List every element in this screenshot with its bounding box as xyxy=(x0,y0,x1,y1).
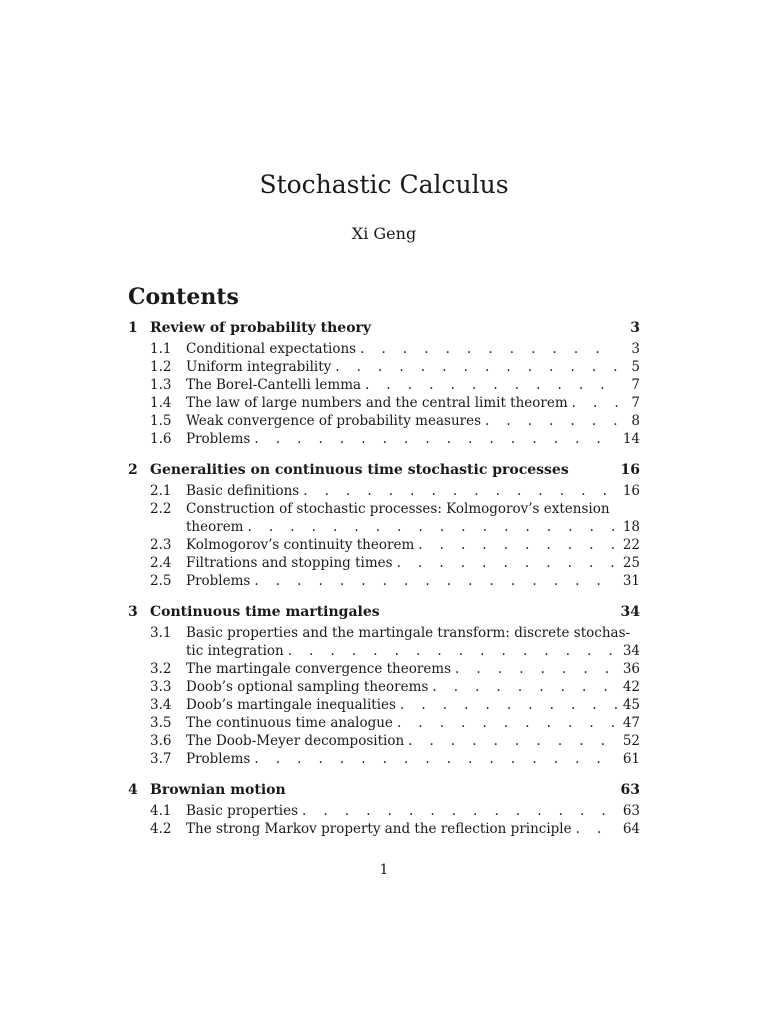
toc-section-title-row xyxy=(186,678,640,696)
page-number: 1 xyxy=(379,862,389,878)
toc-dot-leader xyxy=(254,572,618,590)
toc-section-number: 3.6 xyxy=(150,733,172,749)
toc-section-entry[interactable] xyxy=(128,802,640,820)
toc-section-number: 3.1 xyxy=(150,625,172,641)
toc-section-number: 2.4 xyxy=(150,555,172,571)
document-title: Stochastic Calculus xyxy=(259,170,509,199)
toc-section-entry[interactable] xyxy=(128,394,640,412)
toc-section-body xyxy=(186,820,640,838)
toc-section-entry[interactable] xyxy=(128,412,640,430)
toc-dot-leader xyxy=(254,430,618,448)
toc-chapter xyxy=(128,782,640,838)
toc-section-number: 1.6 xyxy=(150,431,172,447)
toc-dot-leader xyxy=(288,642,618,660)
toc-dot-leader xyxy=(572,394,618,412)
toc-section-page: 18 xyxy=(622,519,640,535)
toc-section-title-row xyxy=(186,358,640,376)
toc-chapter xyxy=(128,462,640,590)
toc-section-entry[interactable] xyxy=(128,536,640,554)
toc-section-body xyxy=(186,536,640,554)
toc-section-title-row xyxy=(186,696,640,714)
toc-section-title: Kolmogorov’s continuity theorem xyxy=(186,537,415,553)
toc-chapter-title: Generalities on continuous time stochastic processes xyxy=(150,462,569,478)
toc-section-number: 3.2 xyxy=(150,661,172,677)
toc-section-title-row xyxy=(186,714,640,732)
toc-dot-leader xyxy=(254,750,618,768)
toc-dot-leader xyxy=(303,482,618,500)
toc-section-body xyxy=(186,340,640,358)
toc-section-title-row xyxy=(186,554,640,572)
toc-section-page: 64 xyxy=(622,821,640,837)
toc-section-title: Conditional expectations xyxy=(186,341,357,357)
toc-section-page: 61 xyxy=(622,751,640,767)
toc-section-body xyxy=(186,358,640,376)
toc-section-page: 31 xyxy=(622,573,640,589)
toc-section-page: 42 xyxy=(622,679,640,695)
toc-section-number: 3.5 xyxy=(150,715,172,731)
toc-section-title-line: Basic properties and the martingale transform: discrete stochas- xyxy=(186,625,631,641)
toc-section-title-row xyxy=(186,660,640,678)
toc-section-number: 3.4 xyxy=(150,697,172,713)
toc-chapter-entry[interactable] xyxy=(128,782,640,802)
toc-section-title-row xyxy=(186,732,640,750)
toc-section-page: 47 xyxy=(622,715,640,731)
toc-section-title: theorem xyxy=(186,519,244,535)
toc-section-body xyxy=(186,660,640,678)
toc-chapter-title: Review of probability theory xyxy=(150,320,372,336)
toc-chapter-page: 63 xyxy=(620,782,640,798)
toc-section-entry[interactable] xyxy=(128,696,640,714)
toc-dot-leader xyxy=(360,340,618,358)
toc-section-number: 2.2 xyxy=(150,501,172,517)
toc-section-title-row xyxy=(186,802,640,820)
toc-dot-leader xyxy=(397,714,618,732)
toc-chapter-entry[interactable] xyxy=(128,462,640,482)
toc-chapter-number: 4 xyxy=(128,782,138,798)
toc-chapter-number: 1 xyxy=(128,320,138,336)
toc-section-page: 7 xyxy=(631,395,640,411)
toc-section-number: 1.4 xyxy=(150,395,172,411)
toc-section-page: 63 xyxy=(622,803,640,819)
toc-section-entry[interactable] xyxy=(128,820,640,838)
toc-section-entry[interactable] xyxy=(128,500,640,536)
toc-section-entry[interactable] xyxy=(128,376,640,394)
toc-section-page: 36 xyxy=(622,661,640,677)
toc-section-page: 14 xyxy=(622,431,640,447)
toc-section-body xyxy=(186,430,640,448)
toc-section-number: 2.5 xyxy=(150,573,172,589)
toc-section-page: 8 xyxy=(631,413,640,429)
toc-section-title-row xyxy=(186,340,640,358)
toc-section-entry[interactable] xyxy=(128,714,640,732)
toc-section-number: 3.7 xyxy=(150,751,172,767)
toc-section-title: Problems xyxy=(186,431,251,447)
toc-section-title-row xyxy=(186,412,640,430)
toc-dot-leader xyxy=(485,412,618,430)
toc-section-entry[interactable] xyxy=(128,482,640,500)
toc-section-number: 1.2 xyxy=(150,359,172,375)
toc-section-title-row xyxy=(186,482,640,500)
toc-section-body xyxy=(186,678,640,696)
toc-section-number: 4.2 xyxy=(150,821,172,837)
toc-section-title-row xyxy=(186,820,640,838)
toc-section-title: Problems xyxy=(186,751,251,767)
toc-section-body xyxy=(186,376,640,394)
toc-section-number: 1.1 xyxy=(150,341,172,357)
toc-section-page: 5 xyxy=(631,359,640,375)
toc-section-title: The continuous time analogue xyxy=(186,715,393,731)
toc-section-page: 34 xyxy=(622,643,640,659)
toc-section-title-row xyxy=(186,376,640,394)
document-author: Xi Geng xyxy=(351,224,417,243)
toc-chapter-number: 2 xyxy=(128,462,138,478)
toc-section-title-row xyxy=(186,394,640,412)
toc-section-title-row xyxy=(186,642,640,660)
toc-dot-leader xyxy=(335,358,618,376)
toc-section-title: tic integration xyxy=(186,643,284,659)
toc-section-page: 3 xyxy=(631,341,640,357)
toc-section-title: Filtrations and stopping times xyxy=(186,555,393,571)
toc-section-title: Problems xyxy=(186,573,251,589)
toc-section-entry[interactable] xyxy=(128,732,640,750)
toc-section-body xyxy=(186,802,640,820)
toc-dot-leader xyxy=(397,554,618,572)
toc-section-title-row xyxy=(186,572,640,590)
toc-section-page: 45 xyxy=(622,697,640,713)
toc-section-title: Weak convergence of probability measures xyxy=(186,413,482,429)
toc-dot-leader xyxy=(400,696,618,714)
toc-dot-leader xyxy=(302,802,618,820)
toc-section-title-row xyxy=(186,750,640,768)
toc-section-title: Basic properties xyxy=(186,803,299,819)
toc-section-body xyxy=(186,500,640,536)
toc-dot-leader xyxy=(576,820,618,838)
toc-section-entry[interactable] xyxy=(128,340,640,358)
toc-chapter-title: Brownian motion xyxy=(150,782,286,798)
toc-section-body xyxy=(186,394,640,412)
toc-section-body xyxy=(186,714,640,732)
toc-chapter-number: 3 xyxy=(128,604,138,620)
toc-section-entry[interactable] xyxy=(128,624,640,660)
toc-section-title: Basic definitions xyxy=(186,483,300,499)
toc-chapter xyxy=(128,320,640,448)
toc-dot-leader xyxy=(455,660,618,678)
toc-section-page: 25 xyxy=(622,555,640,571)
toc-section-entry[interactable] xyxy=(128,358,640,376)
toc-dot-leader xyxy=(408,732,618,750)
toc-section-entry[interactable] xyxy=(128,554,640,572)
toc-dot-leader xyxy=(365,376,618,394)
toc-section-title-row xyxy=(186,536,640,554)
toc-section-page: 52 xyxy=(622,733,640,749)
toc-chapter-entry[interactable] xyxy=(128,320,640,340)
toc-dot-leader xyxy=(418,536,618,554)
toc-section-body xyxy=(186,624,640,660)
toc-section-title-row xyxy=(186,430,640,448)
toc-section-title: Uniform integrability xyxy=(186,359,332,375)
toc-section-body xyxy=(186,750,640,768)
toc-section-entry[interactable] xyxy=(128,430,640,448)
toc-section-entry[interactable] xyxy=(128,660,640,678)
toc-section-title: The law of large numbers and the central limit theorem xyxy=(186,395,568,411)
toc-section-body xyxy=(186,696,640,714)
toc-section-number: 2.1 xyxy=(150,483,172,499)
toc-section-title-row xyxy=(186,518,640,536)
toc-chapter-title: Continuous time martingales xyxy=(150,604,380,620)
contents-heading: Contents xyxy=(128,284,239,310)
toc-chapter-page: 3 xyxy=(630,320,640,336)
toc-chapter-page: 34 xyxy=(620,604,640,620)
toc-section-body xyxy=(186,412,640,430)
toc-section-entry[interactable] xyxy=(128,572,640,590)
toc-section-title: The Borel-Cantelli lemma xyxy=(186,377,362,393)
toc-section-number: 1.5 xyxy=(150,413,172,429)
toc-section-body xyxy=(186,732,640,750)
toc-section-title: The Doob-Meyer decomposition xyxy=(186,733,405,749)
toc-chapter xyxy=(128,604,640,768)
toc-section-number: 2.3 xyxy=(150,537,172,553)
toc-section-title: The martingale convergence theorems xyxy=(186,661,452,677)
toc-dot-leader xyxy=(432,678,618,696)
toc-section-number: 4.1 xyxy=(150,803,172,819)
toc-section-body xyxy=(186,482,640,500)
toc-section-entry[interactable] xyxy=(128,750,640,768)
toc-section-page: 16 xyxy=(622,483,640,499)
toc-section-number: 3.3 xyxy=(150,679,172,695)
toc-section-title: Doob’s martingale inequalities xyxy=(186,697,396,713)
table-of-contents xyxy=(128,320,640,852)
toc-section-entry[interactable] xyxy=(128,678,640,696)
toc-section-title-line: Construction of stochastic processes: Kolmogorov’s extension xyxy=(186,501,610,517)
toc-section-body xyxy=(186,554,640,572)
toc-section-page: 22 xyxy=(622,537,640,553)
toc-chapter-entry[interactable] xyxy=(128,604,640,624)
toc-section-page: 7 xyxy=(631,377,640,393)
toc-dot-leader xyxy=(247,518,618,536)
toc-section-number: 1.3 xyxy=(150,377,172,393)
toc-chapter-page: 16 xyxy=(620,462,640,478)
toc-section-title: Doob’s optional sampling theorems xyxy=(186,679,429,695)
toc-section-title: The strong Markov property and the reflection principle xyxy=(186,821,572,837)
toc-section-body xyxy=(186,572,640,590)
